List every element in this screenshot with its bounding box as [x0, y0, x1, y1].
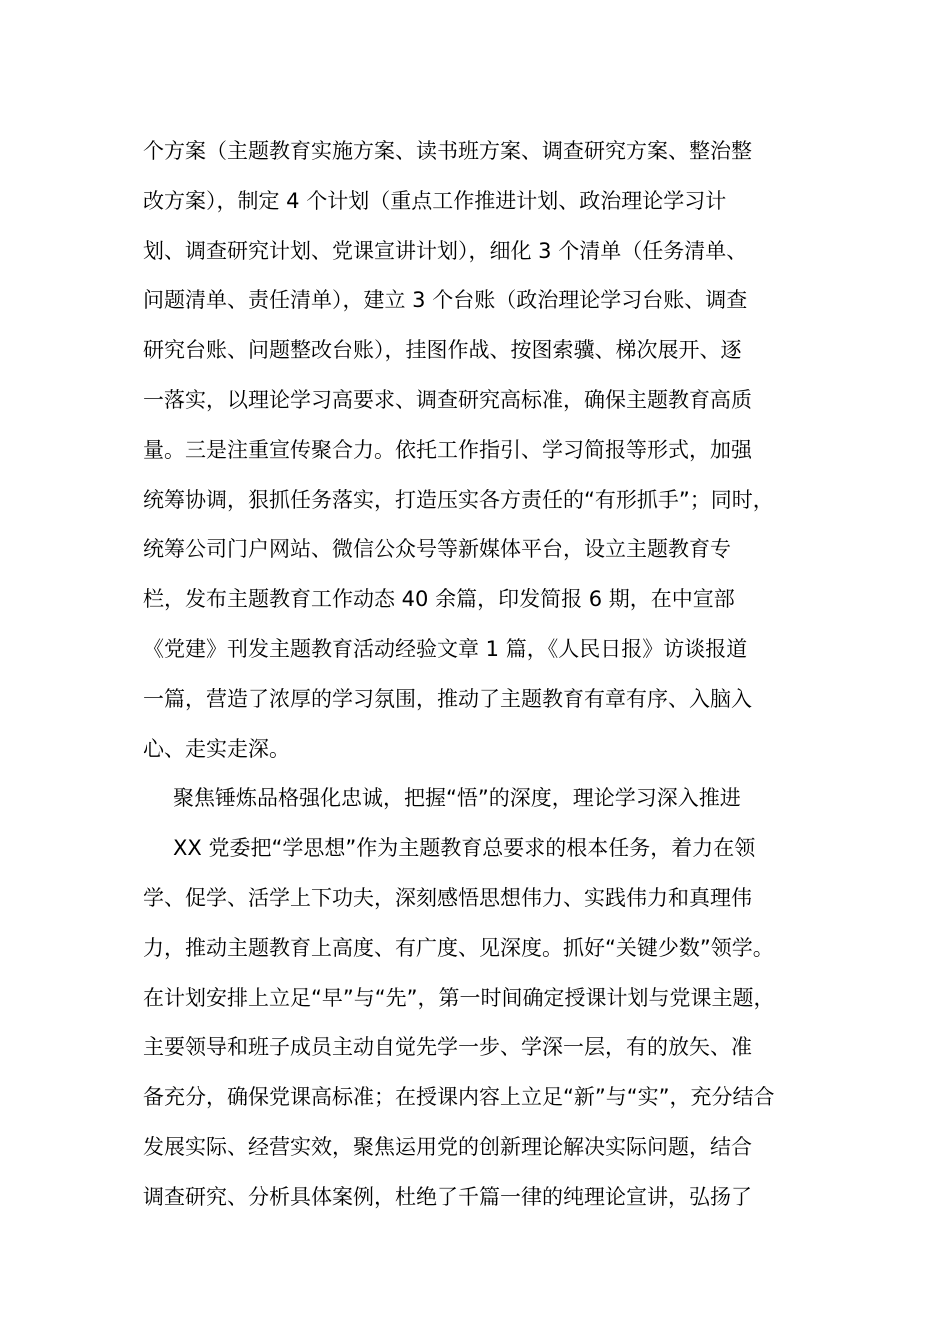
text-line: 量。三是注重宣传聚合力。依托工作指引、学习简报等形式，加强 [143, 437, 752, 462]
text-line: 主要领导和班子成员主动自觉先学一步、学深一层，有的放矢、准 [143, 1035, 752, 1060]
text-line: 栏，发布主题教育工作动态 40 余篇，印发简报 6 期，在中宣部 [143, 587, 735, 612]
text-line: 改方案），制定 4 个计划（重点工作推进计划、政治理论学习计 [143, 188, 727, 213]
section-heading: 聚焦锤炼品格强化忠诚，把握“悟”的深度，理论学习深入推进 [173, 786, 741, 811]
text-line: 在计划安排上立足“早”与“先”，第一时间确定授课计划与党课主题， [143, 985, 775, 1010]
text-line: 调查研究、分析具体案例，杜绝了千篇一律的纯理论宣讲，弘扬了 [143, 1184, 752, 1209]
text-line: 一落实，以理论学习高要求、调查研究高标准，确保主题教育高质 [143, 387, 752, 412]
text-line: 统筹公司门户网站、微信公众号等新媒体平台，设立主题教育专 [143, 537, 731, 562]
text-line: 个方案（主题教育实施方案、读书班方案、调查研究方案、整治整 [143, 139, 752, 163]
paragraph-first-line: XX 党委把“学思想”作为主题教育总要求的根本任务，着力在领 [173, 836, 756, 861]
text-line: 划、调查研究计划、党课宣讲计划），细化 3 个清单（任务清单、 [143, 238, 748, 263]
text-line: 学、促学、活学上下功夫，深刻感悟思想伟力、实践伟力和真理伟 [143, 885, 752, 910]
text-line: 《党建》刊发主题教育活动经验文章 1 篇，《人民日报》访谈报道 [143, 636, 748, 661]
text-line: 问题清单、责任清单），建立 3 个台账（政治理论学习台账、调查 [143, 288, 748, 313]
text-line: 研究台账、问题整改台账），挂图作战、按图索骥、梯次展开、逐 [143, 338, 742, 363]
text-line: 发展实际、经营实效，聚焦运用党的创新理论解决实际问题，结合 [143, 1134, 752, 1159]
text-line: 心、走实走深。 [143, 736, 290, 761]
text-line: 统筹协调，狠抓任务落实，打造压实各方责任的“有形抓手”；同时， [143, 487, 774, 512]
text-line: 一篇，营造了浓厚的学习氛围，推动了主题教育有章有序、入脑入 [143, 686, 752, 711]
text-line: 力，推动主题教育上高度、有广度、见深度。抓好“关键少数”领学。 [143, 935, 774, 960]
document-body [143, 127, 813, 1223]
text-line: 备充分，确保党课高标准；在授课内容上立足“新”与“实”，充分结合 [143, 1085, 775, 1110]
